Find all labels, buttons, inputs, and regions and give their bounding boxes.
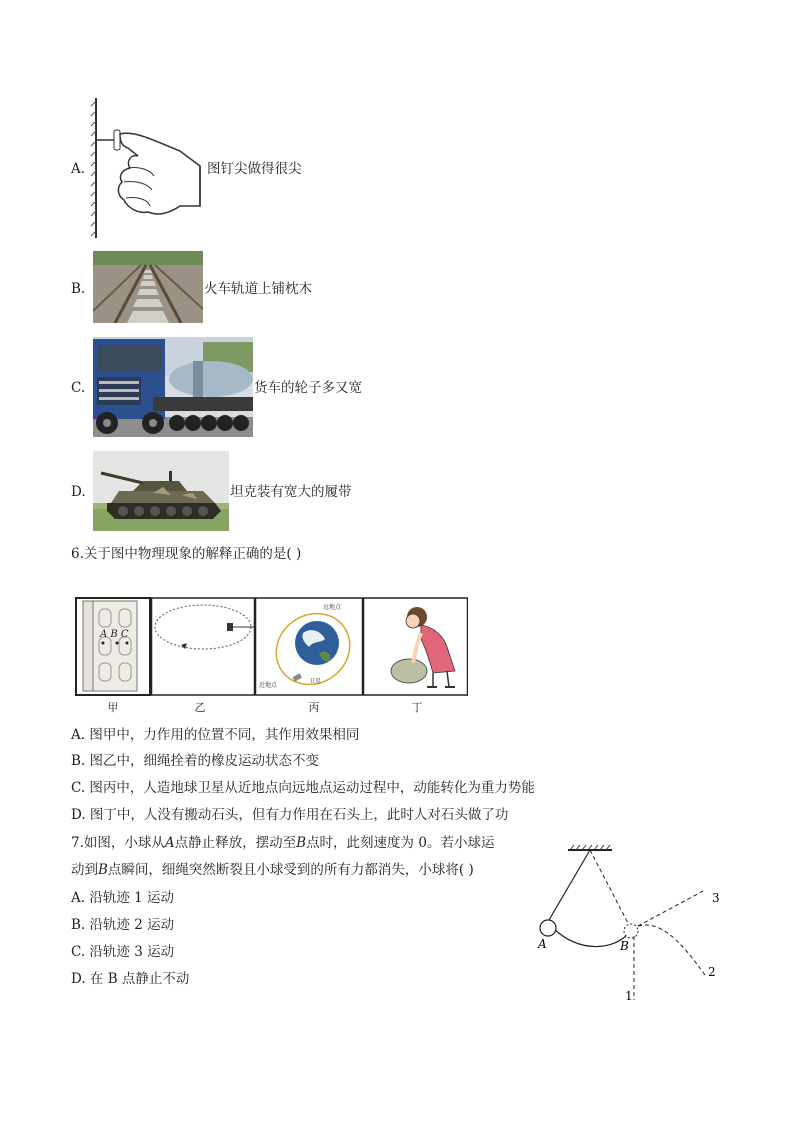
- option-text-b: 火车轨道上铺枕木: [204, 281, 312, 297]
- q7-option-a: A. 沿轨迹 1 运动: [71, 890, 175, 906]
- q6-stem: 6.关于图中物理现象的解释正确的是( ): [71, 546, 302, 562]
- satellite-label: 卫星: [309, 678, 322, 685]
- track-2-label: 2: [708, 965, 716, 979]
- option-label-b: B.: [71, 281, 86, 297]
- option-label-d: D.: [71, 484, 86, 500]
- q6-option-d: D. 图丁中，人没有搬动石头，但有力作用在石头上，此时人对石头做了功: [71, 807, 509, 823]
- option-text-d: 坦克装有宽大的履带: [230, 484, 352, 500]
- panel-bing-satellite: [255, 597, 363, 696]
- door-points-label: A B C: [100, 629, 129, 640]
- point-b-label: B: [620, 939, 629, 953]
- caption-yi: 乙: [194, 701, 206, 714]
- option-label-c: C.: [71, 380, 86, 396]
- caption-ding: 丁: [411, 701, 423, 714]
- q7-option-b: B. 沿轨迹 2 运动: [71, 917, 175, 933]
- point-a-label: A: [538, 937, 547, 951]
- q7-stem-line1: 7.如图，小球从A点静止释放，摆动至B点时，此刻速度为 0。若小球运: [71, 835, 495, 851]
- tank-photo: [93, 451, 229, 531]
- caption-bing: 丙: [308, 701, 320, 714]
- near-point-label: 近地点: [259, 682, 278, 689]
- option-label-a: A.: [71, 161, 86, 177]
- pendulum-diagram: [530, 840, 730, 1005]
- q6-option-b: B. 图乙中，细绳拴着的橡皮运动状态不变: [71, 753, 320, 769]
- caption-jia: 甲: [107, 701, 119, 714]
- q7-stem-line2: 动到B点瞬间，细绳突然断裂且小球受到的所有力都消失，小球将( ): [71, 862, 474, 878]
- q6-option-c: C. 图丙中，人造地球卫星从近地点向远地点运动过程中，动能转化为重力势能: [71, 780, 535, 796]
- q7-option-d: D. 在 B 点静止不动: [71, 971, 190, 987]
- option-text-c: 货车的轮子多又宽: [254, 380, 362, 396]
- panel-jia-door: [75, 597, 151, 696]
- far-point-label: 远地点: [323, 604, 342, 611]
- track-1-label: 1: [625, 989, 633, 1003]
- heavy-truck-photo: [93, 337, 253, 437]
- option-text-a: 图钉尖做得很尖: [207, 161, 302, 177]
- panel-ding-girl-stone: [363, 597, 468, 696]
- q6-option-a: A. 图甲中，力作用的位置不同，其作用效果相同: [71, 727, 360, 743]
- q7-option-c: C. 沿轨迹 3 运动: [71, 944, 175, 960]
- railway-sleepers-photo: [93, 251, 203, 323]
- track-3-label: 3: [712, 891, 720, 905]
- q6-figure: [75, 597, 468, 696]
- pushpin-thumb-illustration: [88, 96, 208, 241]
- panel-yi-eraser: [151, 597, 255, 696]
